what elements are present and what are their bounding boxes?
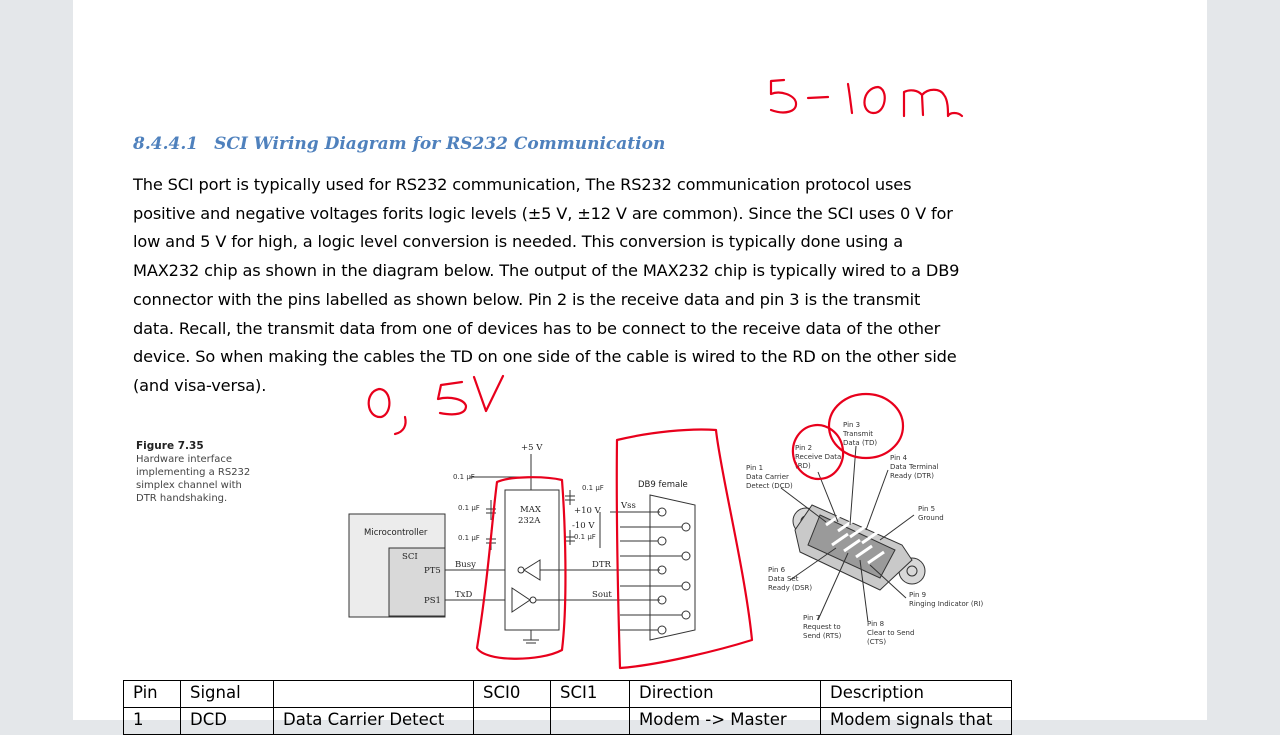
pin1-label: Pin 1 (746, 464, 764, 472)
paragraph-line: connector with the pins labelled as shown below. Pin 2 is the receive data and pin 3 is the transmit (133, 289, 921, 309)
pin8-label-line: (CTS) (867, 638, 887, 646)
pin9-label-line: Ringing Indicator (RI) (909, 600, 984, 608)
capacitor-label: 0.1 µF (574, 533, 596, 541)
capacitor-label: 0.1 µF (458, 534, 480, 542)
microcontroller-label: Microcontroller (364, 528, 428, 538)
paragraph-line: data. Recall, the transmit data from one of devices has to be connect to the receive data of the other (133, 318, 941, 338)
capacitor-label: 0.1 µF (582, 484, 604, 492)
table-header-row (124, 681, 1012, 708)
connector-highlight-outline (617, 429, 752, 668)
pin7-label-line: Send (RTS) (803, 632, 842, 640)
db9-label: DB9 female (638, 480, 688, 490)
pin6-label-line: Ready (DSR) (768, 584, 813, 592)
capacitor-label: 0.1 µF (458, 504, 480, 512)
table-header: Description (821, 681, 1012, 708)
pin4-label-line: Data Terminal (890, 463, 939, 471)
figure-caption-line: simplex channel with (136, 480, 242, 491)
pin7-label: Pin 7 (803, 614, 821, 622)
pin8-label: Pin 8 (867, 620, 885, 628)
paragraph-line: positive and negative voltages forits logic levels (±5 V, ±12 V are common). Since the SCI uses 0 V for (133, 203, 953, 223)
table-header (274, 681, 474, 708)
pin6-label-line: Data Set (768, 575, 799, 583)
pin3-highlight-circle (829, 394, 903, 458)
figure-caption-title: Figure 7.35 (136, 440, 204, 452)
txd-label: TxD (455, 590, 473, 600)
table-header: SCI0 (474, 681, 551, 708)
capacitor-label: 0.1 µF (453, 473, 475, 481)
paragraph-line: The SCI port is typically used for RS232 communication, The RS232 communication protocol uses (133, 175, 912, 194)
section-title: SCI Wiring Diagram for RS232 Communication (214, 134, 666, 154)
pin2-highlight-circle (789, 421, 848, 483)
paragraph-line: low and 5 V for high, a logic level conversion is needed. This conversion is typically done using a (133, 232, 904, 252)
chip-label-2: 232A (518, 516, 541, 526)
paragraph-line: device. So when making the cables the TD on one side of the cable is wired to the RD on the other side (133, 347, 957, 367)
table-cell: DCD (181, 708, 274, 735)
table-cell: Data Carrier Detect (274, 708, 474, 735)
ps1-label: PS1 (424, 596, 441, 606)
paragraph-line: MAX232 chip as shown in the diagram below. The output of the MAX232 chip is typically wired to a DB9 (133, 261, 960, 281)
table-cell (474, 708, 551, 735)
handwritten-note-distance (771, 80, 962, 116)
pin2-label: Pin 2 (795, 444, 813, 452)
pin5-label-line: Ground (918, 514, 944, 522)
pin4-label-line: Ready (DTR) (890, 472, 934, 480)
table-header: Pin (124, 681, 181, 708)
chip-label: MAX (520, 505, 541, 515)
pin2-label-line: Receive Data (795, 453, 842, 461)
pin7-label-line: Request to (803, 623, 841, 631)
vss-label: Vss (621, 501, 636, 511)
chip-highlight-outline (477, 477, 565, 659)
plus10-label: +10 V (574, 506, 601, 516)
table-header: SCI1 (551, 681, 630, 708)
handwritten-note-voltage (369, 376, 503, 434)
pin3-label-line: Transmit (843, 430, 874, 438)
pin1-label-line: Data Carrier (746, 473, 789, 481)
paragraph-line: (and visa-versa). (133, 375, 267, 395)
table-cell: 1 (124, 708, 181, 735)
table-cell: Modem signals that (821, 708, 1012, 735)
pin3-label: Pin 3 (843, 421, 861, 429)
pin6-label: Pin 6 (768, 566, 786, 574)
pin9-label: Pin 9 (909, 591, 927, 599)
table-row (124, 708, 1012, 735)
dtr-label: DTR (592, 560, 611, 570)
sout-label: Sout (592, 590, 612, 600)
busy-label: Busy (455, 560, 476, 570)
minus10-label: -10 V (572, 521, 595, 531)
pin2-label-line: (RD) (795, 462, 811, 470)
figure-caption-line: DTR handshaking. (136, 493, 228, 504)
supply-label: +5 V (521, 443, 543, 453)
pin3-label-line: Data (TD) (843, 439, 878, 447)
pin4-label: Pin 4 (890, 454, 908, 462)
pin1-label-line: Detect (DCD) (746, 482, 793, 490)
figure-caption-line: Hardware interface (136, 454, 233, 465)
figure-caption-line: implementing a RS232 (136, 467, 251, 478)
pt5-label: PT5 (424, 566, 441, 576)
pin-table (123, 680, 1012, 735)
pin8-label-line: Clear to Send (867, 629, 915, 637)
section-number: 8.4.4.1 (133, 134, 199, 154)
sci-label: SCI (402, 552, 418, 562)
table-cell (551, 708, 630, 735)
table-header: Signal (181, 681, 274, 708)
pin5-label: Pin 5 (918, 505, 936, 513)
table-cell: Modem -> Master (630, 708, 821, 735)
table-header: Direction (630, 681, 821, 708)
